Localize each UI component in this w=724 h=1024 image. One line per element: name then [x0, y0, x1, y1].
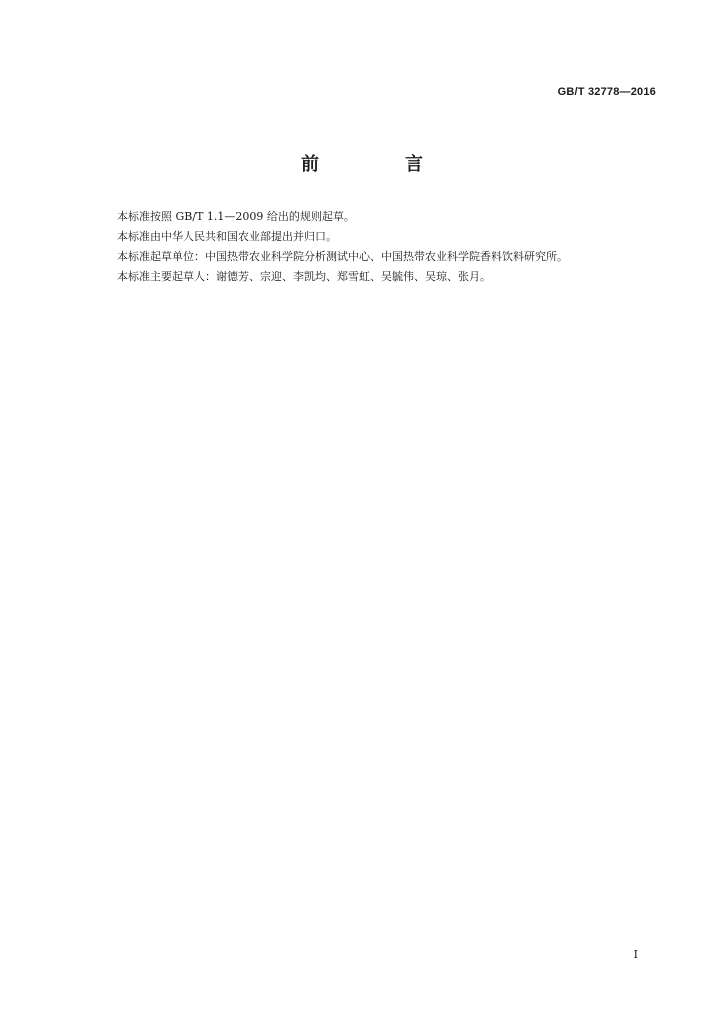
page-title: 前 言 — [301, 154, 457, 175]
paragraph-proposer: 本标准由中华人民共和国农业部提出并归口。 — [117, 230, 337, 243]
foreword-body — [117, 207, 637, 287]
page-number: I — [633, 948, 638, 961]
paragraph-drafting-rules: 本标准按照 GB/T 1.1—2009 给出的规则起草。 — [117, 210, 355, 223]
standard-code: GB/T 32778—2016 — [557, 86, 656, 98]
paragraph-drafters: 本标准主要起草人：谢德芳、宗迎、李凯均、郑雪虹、吴毓伟、吴琼、张月。 — [117, 270, 491, 283]
paragraph-drafting-units: 本标准起草单位：中国热带农业科学院分析测试中心、中国热带农业科学院香料饮料研究所。 — [117, 250, 568, 263]
